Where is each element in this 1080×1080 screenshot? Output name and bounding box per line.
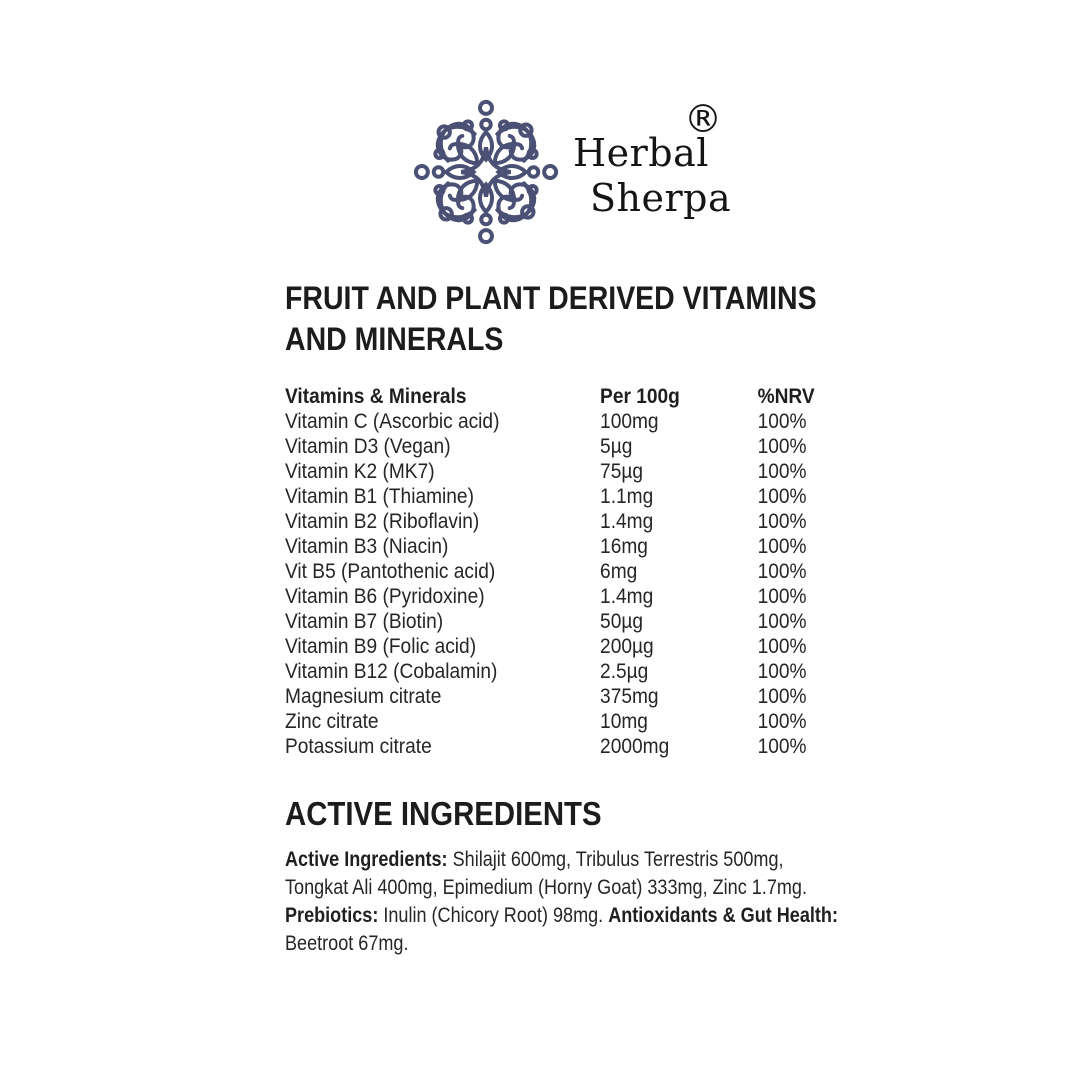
table-cell: 2000mg <box>600 734 670 758</box>
registered-trademark-icon: ® <box>684 97 722 141</box>
table-cell: 1.4mg <box>600 584 654 608</box>
column-header: %NRV <box>757 384 815 408</box>
table-cell: 200µg <box>600 634 654 658</box>
table-row <box>285 659 829 684</box>
table-row <box>285 709 829 734</box>
table-cell: 100% <box>757 634 807 658</box>
table-cell: Vitamin D3 (Vegan) <box>285 434 451 458</box>
table-cell: 100% <box>757 534 807 558</box>
table-cell: Magnesium citrate <box>285 684 442 708</box>
table-cell: 100% <box>757 684 807 708</box>
table-row <box>285 484 829 509</box>
nutrition-table-head <box>285 384 829 409</box>
table-cell: 100% <box>757 584 807 608</box>
table-cell: Vitamin B1 (Thiamine) <box>285 484 474 508</box>
table-cell: Vit B5 (Pantothenic acid) <box>285 559 496 583</box>
table-cell: 1.1mg <box>600 484 654 508</box>
table-cell: 6mg <box>600 559 638 583</box>
ingredient-group-value: Beetroot 67mg. <box>285 932 409 955</box>
column-header: Vitamins & Minerals <box>285 384 467 408</box>
ingredient-group-value: Inulin (Chicory Root) 98mg. <box>378 904 609 927</box>
table-cell: 100mg <box>600 409 659 433</box>
table-cell: Vitamin B12 (Cobalamin) <box>285 659 498 683</box>
table-row <box>285 584 829 609</box>
brand-name-line1: Herbal <box>573 131 709 175</box>
table-row <box>285 634 829 659</box>
table-cell: Potassium citrate <box>285 734 432 758</box>
ingredient-group-value: Shilajit 600mg, Tribulus Terrestris 500mg, Tongkat Ali 400mg, Epimedium (Horny Goat) 333mg, Zinc 1.7mg. <box>285 848 807 899</box>
table-row <box>285 734 829 759</box>
table-cell: 100% <box>757 734 807 758</box>
table-cell: 50µg <box>600 609 644 633</box>
table-cell: 75µg <box>600 459 644 483</box>
table-cell: 100% <box>757 434 807 458</box>
table-cell: 5µg <box>600 434 633 458</box>
ingredient-group-label: Antioxidants & Gut Health: <box>608 904 838 927</box>
table-cell: 100% <box>757 709 807 733</box>
nutrition-table <box>285 384 829 759</box>
table-cell: Vitamin B2 (Riboflavin) <box>285 509 480 533</box>
table-cell: 375mg <box>600 684 659 708</box>
ingredient-group-label: Active Ingredients: <box>285 848 448 871</box>
table-header-row <box>285 384 829 409</box>
table-cell: 100% <box>757 559 807 583</box>
nutrition-table-body <box>285 409 829 759</box>
brand-name-line2: Sherpa <box>590 176 732 220</box>
table-cell: 100% <box>757 484 807 508</box>
table-cell: 16mg <box>600 534 648 558</box>
table-cell: Vitamin K2 (MK7) <box>285 459 435 483</box>
table-cell: 2.5µg <box>600 659 649 683</box>
table-cell: 100% <box>757 409 807 433</box>
table-cell: Vitamin C (Ascorbic acid) <box>285 409 500 433</box>
column-header: Per 100g <box>600 384 680 408</box>
table-cell: 100% <box>757 459 807 483</box>
table-cell: 1.4mg <box>600 509 654 533</box>
ingredient-group-label: Prebiotics: <box>285 904 379 927</box>
herbal-sherpa-logo-icon <box>410 96 562 248</box>
table-row <box>285 459 829 484</box>
table-cell: Zinc citrate <box>285 709 379 733</box>
table-row <box>285 609 829 634</box>
table-row <box>285 409 829 434</box>
table-row <box>285 684 829 709</box>
table-row <box>285 534 829 559</box>
table-cell: 100% <box>757 659 807 683</box>
table-row <box>285 559 829 584</box>
page-title: FRUIT AND PLANT DERIVED VITAMINS AND MINERALS <box>285 280 817 357</box>
brand-name <box>573 131 731 221</box>
table-cell: 100% <box>757 509 807 533</box>
table-cell: Vitamin B9 (Folic acid) <box>285 634 477 658</box>
table-row <box>285 434 829 459</box>
table-cell: Vitamin B3 (Niacin) <box>285 534 449 558</box>
table-row <box>285 509 829 534</box>
table-cell: 10mg <box>600 709 648 733</box>
table-cell: 100% <box>757 609 807 633</box>
table-cell: Vitamin B7 (Biotin) <box>285 609 444 633</box>
active-ingredients-text <box>285 846 840 958</box>
table-cell: Vitamin B6 (Pyridoxine) <box>285 584 485 608</box>
active-ingredients-heading: ACTIVE INGREDIENTS <box>285 795 602 832</box>
